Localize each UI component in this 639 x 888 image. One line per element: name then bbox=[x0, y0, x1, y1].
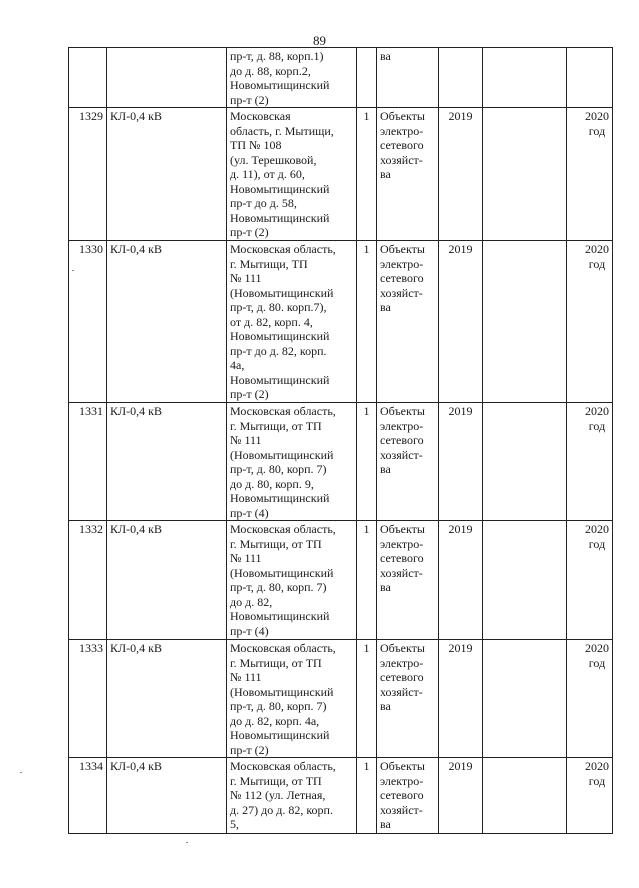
cell-number: 1332 bbox=[69, 521, 107, 640]
table-row bbox=[69, 241, 613, 403]
table-row-continuation bbox=[69, 48, 613, 108]
cell-category: Объекты электро- сетевого хозяйст- ва bbox=[377, 521, 439, 640]
cell-name: КЛ-0,4 кВ bbox=[107, 521, 227, 640]
cell-year: 2019 bbox=[439, 241, 483, 403]
cell-number bbox=[69, 48, 107, 108]
scan-speck bbox=[20, 772, 22, 773]
cell-blank bbox=[483, 108, 567, 241]
cell-term bbox=[567, 521, 613, 640]
cell-name: КЛ-0,4 кВ bbox=[107, 241, 227, 403]
cell-name bbox=[107, 48, 227, 108]
cell-address: Московская область, г. Мытищи, от ТП № 112 (ул. Летная, д. 27) до д. 82, корп. 5, bbox=[227, 758, 357, 834]
table-row bbox=[69, 640, 613, 758]
cell-term-text: 2020 год bbox=[585, 404, 609, 433]
cell-term-text: 2020 год bbox=[585, 641, 609, 670]
cell-number: 1330 bbox=[69, 241, 107, 403]
cell-address: Московская область, г. Мытищи, ТП № 111 (Новомытищинский пр-т, д. 80. корп.7), от д. 82, корп. 4, Новомытищинский пр-т до д. 82, корп. 4а, Новомытищинский пр-т (2) bbox=[227, 241, 357, 403]
cell-address: Московская область, г. Мытищи, от ТП № 111 (Новомытищинский пр-т, д. 80, корп. 7) до д. 80, корп. 9, Новомытищинский пр-т (4) bbox=[227, 403, 357, 521]
cell-address: Московская область, г. Мытищи, ТП № 108 (ул. Терешковой, д. 11), от д. 60, Новомытищинский пр-т до д. 58, Новомытищинский пр-т (2) bbox=[227, 108, 357, 241]
cell-term bbox=[567, 241, 613, 403]
cell-category: ва bbox=[377, 48, 439, 108]
cell-quantity bbox=[357, 48, 377, 108]
cell-quantity: 1 bbox=[357, 108, 377, 241]
cell-category: Объекты электро- сетевого хозяйст- ва bbox=[377, 403, 439, 521]
cell-number: 1331 bbox=[69, 403, 107, 521]
table-row bbox=[69, 108, 613, 241]
cell-quantity: 1 bbox=[357, 640, 377, 758]
cell-name: КЛ-0,4 кВ bbox=[107, 108, 227, 241]
cell-category: Объекты электро- сетевого хозяйст- ва bbox=[377, 241, 439, 403]
cell-year: 2019 bbox=[439, 640, 483, 758]
cell-term bbox=[567, 48, 613, 108]
scan-speck bbox=[72, 270, 74, 271]
cell-year: 2019 bbox=[439, 403, 483, 521]
table-row bbox=[69, 521, 613, 640]
cell-number: 1334 bbox=[69, 758, 107, 834]
cell-term-text: 2020 год bbox=[585, 522, 609, 551]
cell-term-text: 2020 год bbox=[585, 759, 609, 788]
facilities-table bbox=[68, 47, 613, 834]
cell-name: КЛ-0,4 кВ bbox=[107, 758, 227, 834]
cell-year bbox=[439, 48, 483, 108]
cell-address: Московская область, г. Мытищи, от ТП № 111 (Новомытищинский пр-т, д. 80, корп. 7) до д. 82, корп. 4а, Новомытищинский пр-т (2) bbox=[227, 640, 357, 758]
scan-speck bbox=[186, 842, 188, 843]
cell-quantity: 1 bbox=[357, 521, 377, 640]
cell-name: КЛ-0,4 кВ bbox=[107, 640, 227, 758]
page-number: 89 bbox=[313, 33, 326, 48]
cell-number: 1329 bbox=[69, 108, 107, 241]
cell-blank bbox=[483, 241, 567, 403]
cell-term bbox=[567, 640, 613, 758]
table-row bbox=[69, 403, 613, 521]
cell-year: 2019 bbox=[439, 108, 483, 241]
cell-term-text: 2020 год bbox=[585, 109, 609, 138]
cell-blank bbox=[483, 403, 567, 521]
cell-name: КЛ-0,4 кВ bbox=[107, 403, 227, 521]
cell-term bbox=[567, 758, 613, 834]
cell-term-text: 2020 год bbox=[585, 242, 609, 271]
table-row bbox=[69, 758, 613, 834]
cell-category: Объекты электро- сетевого хозяйст- ва bbox=[377, 640, 439, 758]
cell-blank bbox=[483, 48, 567, 108]
cell-address: Московская область, г. Мытищи, от ТП № 111 (Новомытищинский пр-т, д. 80, корп. 7) до д. 82, Новомытищинский пр-т (4) bbox=[227, 521, 357, 640]
cell-blank bbox=[483, 758, 567, 834]
cell-term bbox=[567, 108, 613, 241]
cell-year: 2019 bbox=[439, 521, 483, 640]
cell-category: Объекты электро- сетевого хозяйст- ва bbox=[377, 758, 439, 834]
cell-category: Объекты электро- сетевого хозяйст- ва bbox=[377, 108, 439, 241]
cell-quantity: 1 bbox=[357, 758, 377, 834]
cell-year: 2019 bbox=[439, 758, 483, 834]
cell-blank bbox=[483, 521, 567, 640]
cell-number: 1333 bbox=[69, 640, 107, 758]
cell-quantity: 1 bbox=[357, 241, 377, 403]
cell-blank bbox=[483, 640, 567, 758]
cell-quantity: 1 bbox=[357, 403, 377, 521]
cell-address: пр-т, д. 88, корп.1) до д. 88, корп.2, Новомытищинский пр-т (2) bbox=[227, 48, 357, 108]
cell-term bbox=[567, 403, 613, 521]
